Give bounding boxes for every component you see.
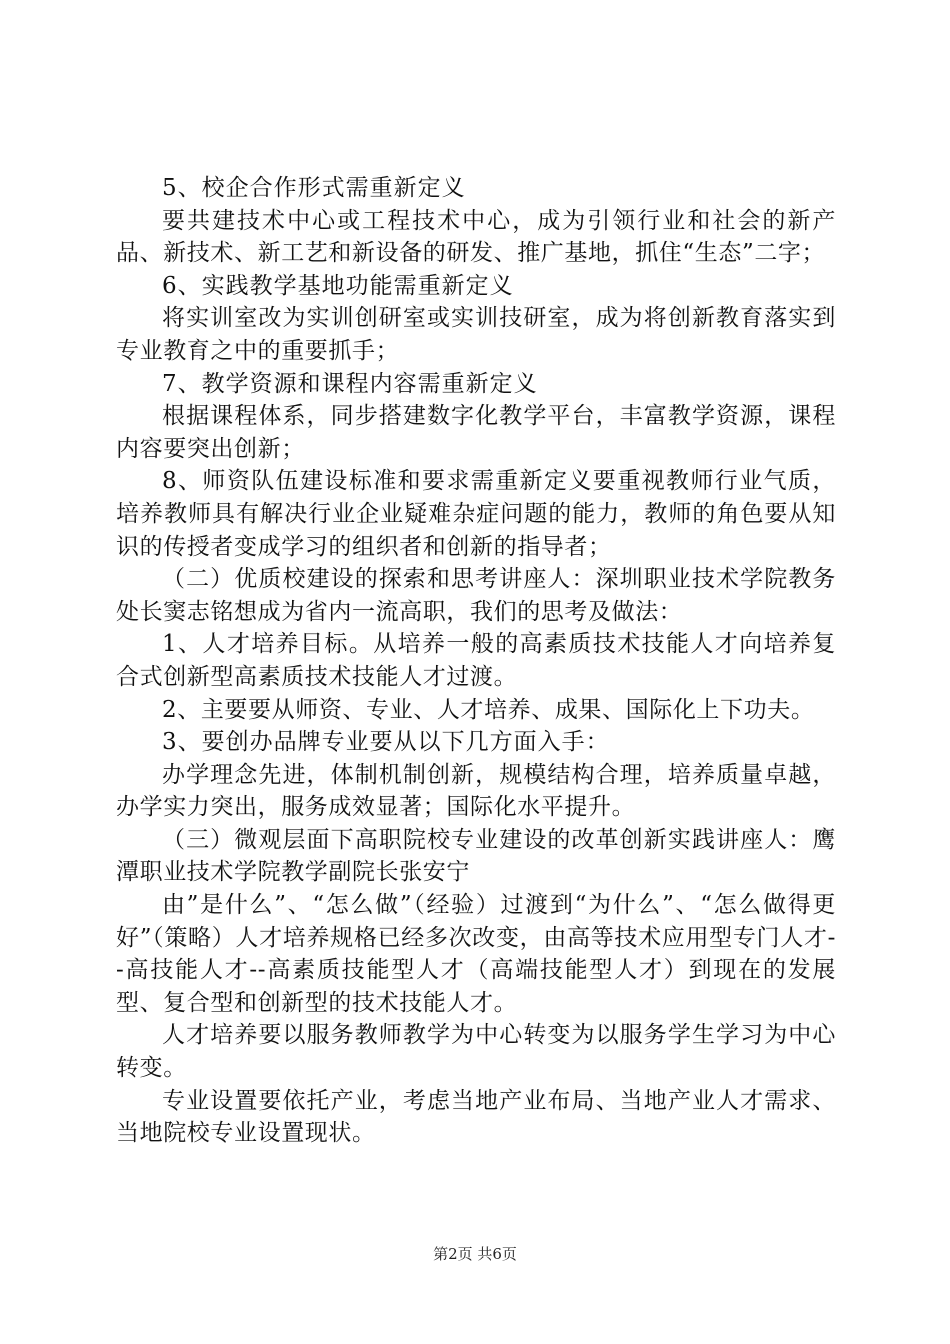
paragraph-section-3: （三）微观层面下高职院校专业建设的改革创新实践讲座人：鹰潭职业技术学院教学副院长张安宁 xyxy=(116,826,836,886)
paragraph: 人才培养要以服务教师教学为中心转变为以服务学生学习为中心转变。 xyxy=(116,1022,836,1082)
paragraph: 要共建技术中心或工程技术中心，成为引领行业和社会的新产品、新技术、新工艺和新设备的研发、推广基地，抓住“生态”二字； xyxy=(116,207,836,267)
paragraph-item-1: 1、人才培养目标。从培养一般的高素质技术技能人才向培养复合式创新型高素质技术技能人才过渡。 xyxy=(116,631,836,690)
document-body xyxy=(116,172,836,1150)
paragraph-heading-7: 7、教学资源和课程内容需重新定义 xyxy=(162,370,538,397)
paragraph-heading-5: 5、校企合作形式需重新定义 xyxy=(162,175,466,201)
paragraph: 专业设置要依托产业，考虑当地产业布局、当地产业人才需求、当地院校专业设置现状。 xyxy=(116,1087,836,1147)
paragraph-item-2: 2、主要要从师资、专业、人才培养、成果、国际化上下功夫。 xyxy=(162,696,815,723)
paragraph: 办学理念先进，体制机制创新，规模结构合理，培养质量卓越，办学实力突出，服务成效显著；国际化水平提升。 xyxy=(116,761,836,821)
paragraph: 由”是什么”、“怎么做”（经验）过渡到“为什么”、“怎么做得更好”（策略）人才培养规格已经多次改变，由高等技术应用型专门人才--高技能人才--高素质技能型人才（高端技能型人才）到现在的发展型、复合型和创新型的技术技能人才。 xyxy=(116,892,836,1016)
paragraph-section-2: （二）优质校建设的探索和思考讲座人：深圳职业技术学院教务处长窦志铭想成为省内一流高职，我们的思考及做法： xyxy=(116,566,836,625)
paragraph: 将实训室改为实训创研室或实训技研室，成为将创新教育落实到专业教育之中的重要抓手； xyxy=(116,305,836,364)
paragraph: 根据课程体系，同步搭建数字化教学平台，丰富教学资源，课程内容要突出创新； xyxy=(116,403,836,462)
page-number-footer: 第2页 共6页 xyxy=(433,1245,517,1263)
paragraph-item-3: 3、要创办品牌专业要从以下几方面入手： xyxy=(162,729,610,756)
paragraph-item-8: 8、师资队伍建设标准和要求需重新定义要重视教师行业气质，培养教师具有解决行业企业疑难杂症问题的能力，教师的角色要从知识的传授者变成学习的组织者和创新的指导者； xyxy=(116,468,836,560)
paragraph-heading-6: 6、实践教学基地功能需重新定义 xyxy=(162,272,514,299)
